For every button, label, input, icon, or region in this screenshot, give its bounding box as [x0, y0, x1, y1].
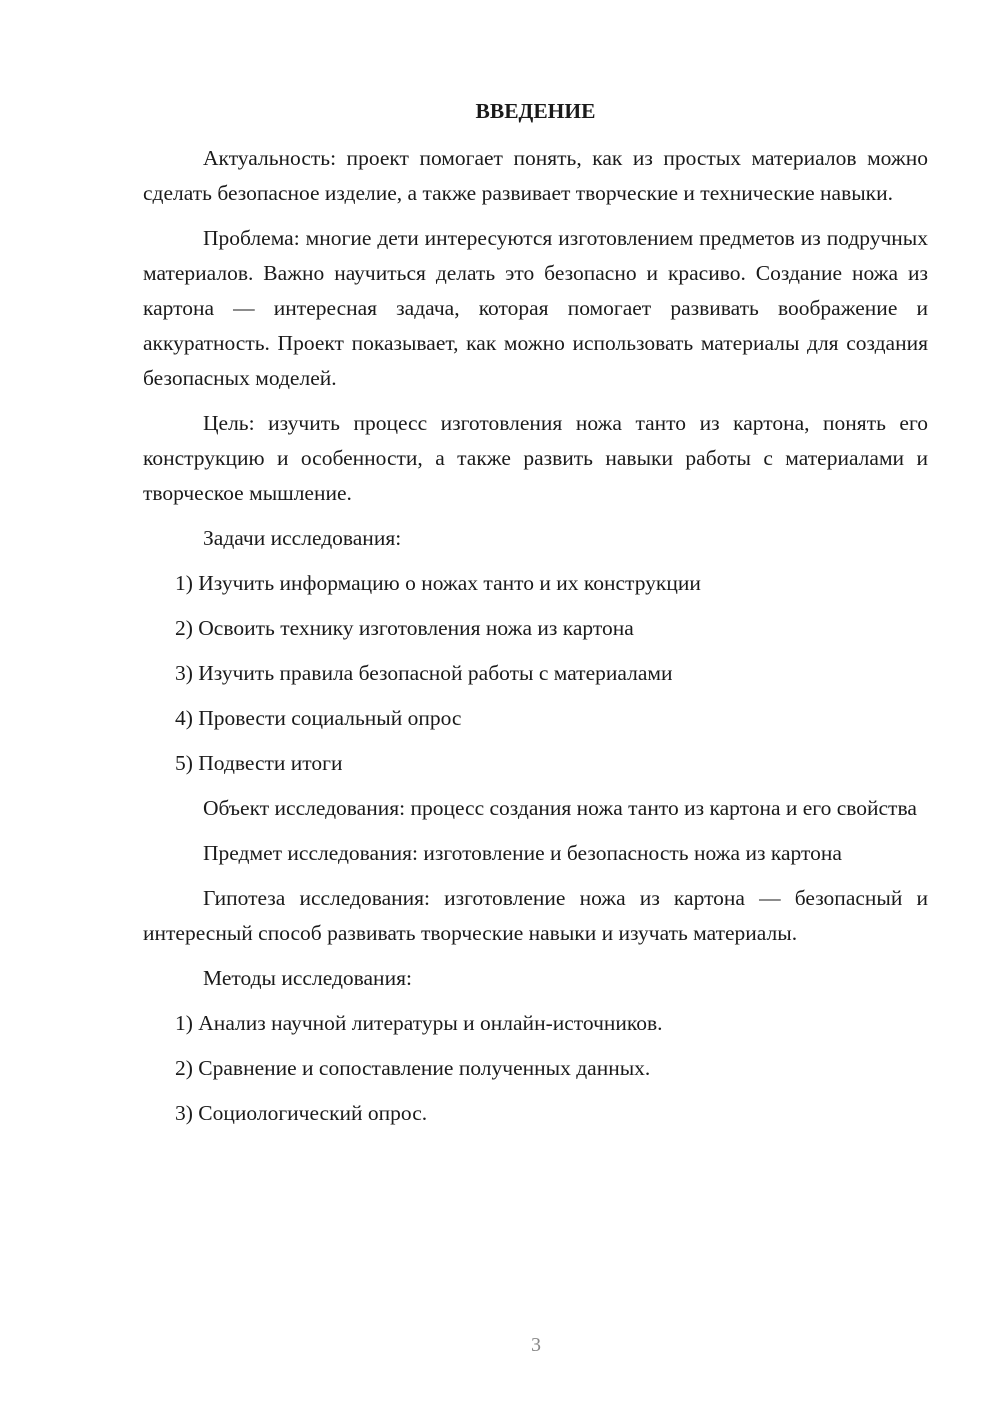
- task-item: 2) Освоить технику изготовления ножа из картона: [175, 616, 634, 640]
- goal-paragraph: Цель: изучить процесс изготовления ножа танто из картона, понять его конструкцию и особенности, а также развить навыки работы с материалами и творческое мышление.: [143, 411, 928, 505]
- method-item: 3) Социологический опрос.: [175, 1101, 428, 1125]
- task-item: 3) Изучить правила безопасной работы с материалами: [175, 661, 673, 685]
- section-title: ВВЕДЕНИЕ: [475, 99, 596, 123]
- method-item: 1) Анализ научной литературы и онлайн-источников.: [175, 1011, 663, 1035]
- page-number: 3: [531, 1334, 541, 1356]
- document-page: [143, 94, 928, 1141]
- task-item: 4) Провести социальный опрос: [175, 706, 462, 730]
- problem-paragraph: Проблема: многие дети интересуются изготовлением предметов из подручных материалов. Важно научиться делать это безопасно и красиво. Создание ножа из картона — интересная задача, которая помогает развивать воображение и аккуратность. Проект показывает, как можно использовать материалы для создания безопасных моделей.: [143, 226, 928, 390]
- task-item: 1) Изучить информацию о ножах танто и их конструкции: [175, 571, 701, 595]
- relevance-paragraph: Актуальность: проект помогает понять, как из простых материалов можно сделать безопасное изделие, а также развивает творческие и технические навыки.: [143, 146, 928, 205]
- hypothesis-paragraph: Гипотеза исследования: изготовление ножа из картона — безопасный и интересный способ развивать творческие навыки и изучать материалы.: [143, 886, 928, 945]
- task-item: 5) Подвести итоги: [175, 751, 343, 775]
- method-item: 2) Сравнение и сопоставление полученных данных.: [175, 1056, 651, 1080]
- object-paragraph: Объект исследования: процесс создания ножа танто из картона и его свойства: [203, 796, 917, 820]
- methods-heading: Методы исследования:: [203, 966, 412, 990]
- tasks-heading: Задачи исследования:: [203, 526, 402, 550]
- subject-paragraph: Предмет исследования: изготовление и безопасность ножа из картона: [203, 841, 842, 865]
